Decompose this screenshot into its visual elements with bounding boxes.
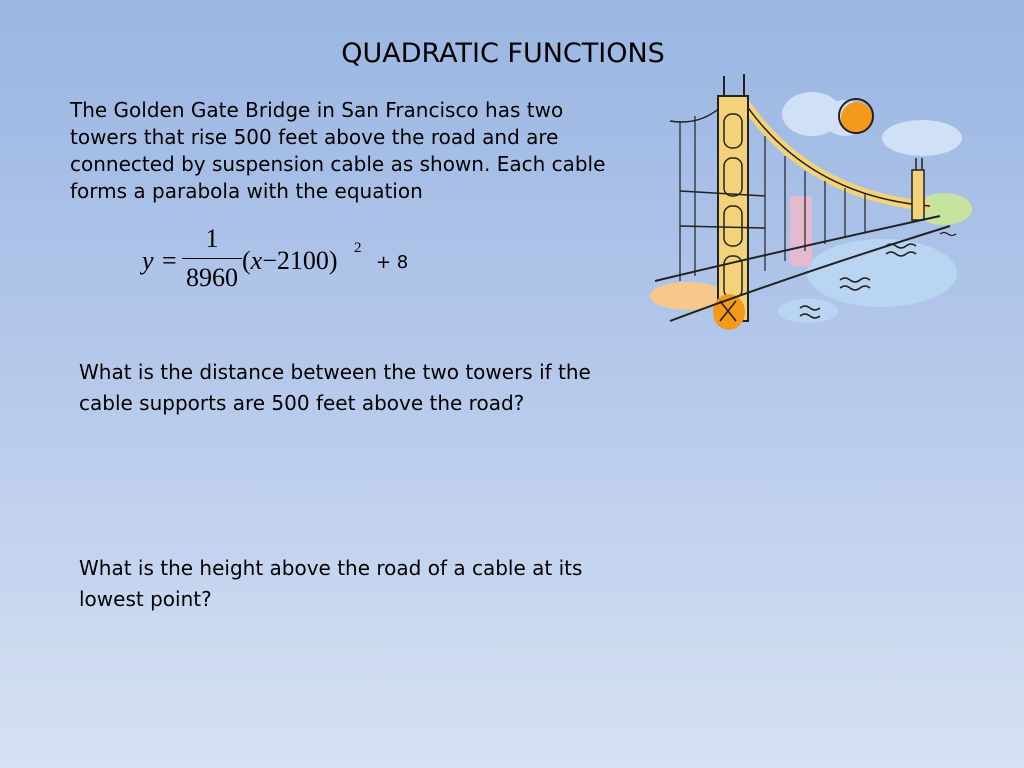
minus-sign: − xyxy=(262,246,277,275)
equation-exponent: 2 xyxy=(354,240,362,256)
equation-fraction xyxy=(186,224,238,293)
equation-plus-term: + 8 xyxy=(376,252,409,273)
bridge-tower-far xyxy=(912,170,924,220)
question-2: What is the height above the road of a cable at its lowest point? xyxy=(79,556,583,611)
parabola-equation xyxy=(142,224,442,304)
question-1: What is the distance between the two towers if the cable supports are 500 feet above the road? xyxy=(79,360,591,415)
close-paren: ) xyxy=(328,246,338,275)
equation-constant: 2100 xyxy=(276,246,329,275)
water-icon xyxy=(807,239,957,307)
cloud-icon xyxy=(882,120,962,156)
open-paren: ( xyxy=(242,246,251,275)
fraction-denominator: 8960 xyxy=(186,263,238,292)
equation-equals: = xyxy=(162,246,177,275)
slide-title: QUADRATIC FUNCTIONS xyxy=(341,38,665,69)
bridge-tower xyxy=(718,96,748,321)
intro-paragraph: The Golden Gate Bridge in San Francisco has two towers that rise 500 feet above the road and are connected by suspension cable as shown. Each cable forms a parabola with the equation xyxy=(70,98,606,203)
equation-binomial xyxy=(242,246,338,276)
golden-gate-bridge-icon xyxy=(640,66,980,336)
equation-y: y xyxy=(142,246,154,275)
equation-x: x xyxy=(250,246,263,275)
fraction-numerator: 1 xyxy=(205,224,219,253)
